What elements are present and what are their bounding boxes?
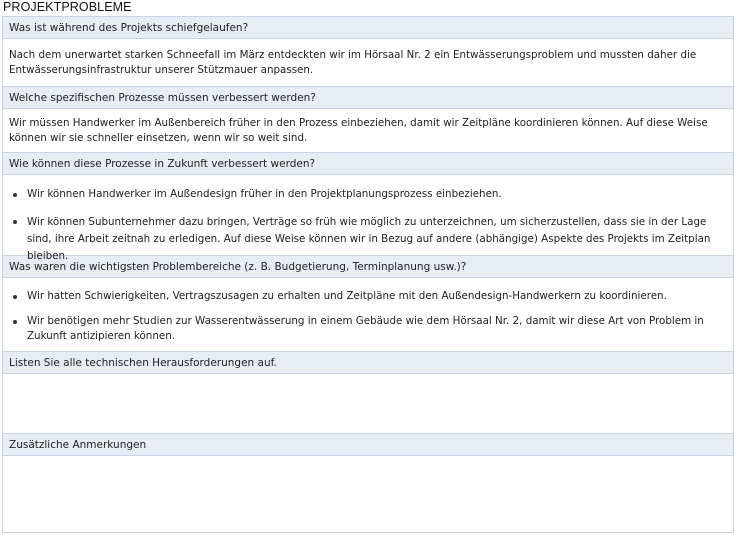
answer-field-additional-notes[interactable] <box>3 456 733 532</box>
section-label: Zusätzliche Anmerkungen <box>9 438 147 451</box>
bullet-list <box>9 187 727 265</box>
answer-field-processes-to-improve[interactable] <box>3 109 733 153</box>
section-header-processes-to-improve <box>3 87 733 109</box>
answer-field-what-went-wrong[interactable] <box>3 39 733 87</box>
section-header-how-to-improve <box>3 153 733 175</box>
section-label: Was ist während des Projekts schiefgelaufen? <box>9 21 249 34</box>
section-label: Wie können diese Prozesse in Zukunft verbessert werden? <box>9 157 316 170</box>
answer-text: Nach dem unerwartet starken Schneefall im März entdeckten wir im Hörsaal Nr. 2 ein Entwässerungsproblem und mussten daher die Entwässerungsinfrastruktur unserer Stützmauer anpassen. <box>9 49 697 76</box>
list-item: Wir benötigen mehr Studien zur Wasserentwässerung in einem Gebäude wie dem Hörsaal Nr. 2, damit wir diese Art von Problem in Zukunft antizipieren können. <box>9 314 727 344</box>
bullet-list <box>9 289 727 344</box>
section-header-technical-challenges <box>3 352 733 374</box>
answer-field-technical-challenges[interactable] <box>3 374 733 434</box>
answer-field-main-problem-areas[interactable] <box>3 278 733 352</box>
section-label: Listen Sie alle technischen Herausforderungen auf. <box>9 356 277 369</box>
list-item: Wir hatten Schwierigkeiten, Vertragszusagen zu erhalten und Zeitpläne mit den Außendesign-Handwerkern zu koordinieren. <box>9 289 727 304</box>
section-label: Was waren die wichtigsten Problembereiche (z. B. Budgetierung, Terminplanung usw.)? <box>9 260 467 273</box>
section-header-additional-notes <box>3 434 733 456</box>
list-item: Wir können Subunternehmer dazu bringen, Verträge so früh wie möglich zu unterzeichnen, um sicherzustellen, dass sie in der Lage sind, ihre Arbeit zeitnah zu erledigen. Auf diese Weise können wir in Bezug auf andere (abhängige) Aspekte des Projekts im Zeitplan bleiben. <box>9 214 727 265</box>
page-title: PROJEKTPROBLEME <box>3 0 132 14</box>
answer-text: Wir müssen Handwerker im Außenbereich früher in den Prozess einbeziehen, damit wir Zeitpläne koordinieren können. Auf diese Weise können wir sie schneller einsetzen, wenn wir so weit sind. <box>9 117 708 144</box>
section-label: Welche spezifischen Prozesse müssen verbessert werden? <box>9 91 316 104</box>
list-item: Wir können Handwerker im Außendesign früher in den Projektplanungsprozess einbeziehen. <box>9 187 727 202</box>
section-header-what-went-wrong <box>3 17 733 39</box>
problems-table <box>2 16 734 533</box>
answer-field-how-to-improve[interactable] <box>3 175 733 262</box>
